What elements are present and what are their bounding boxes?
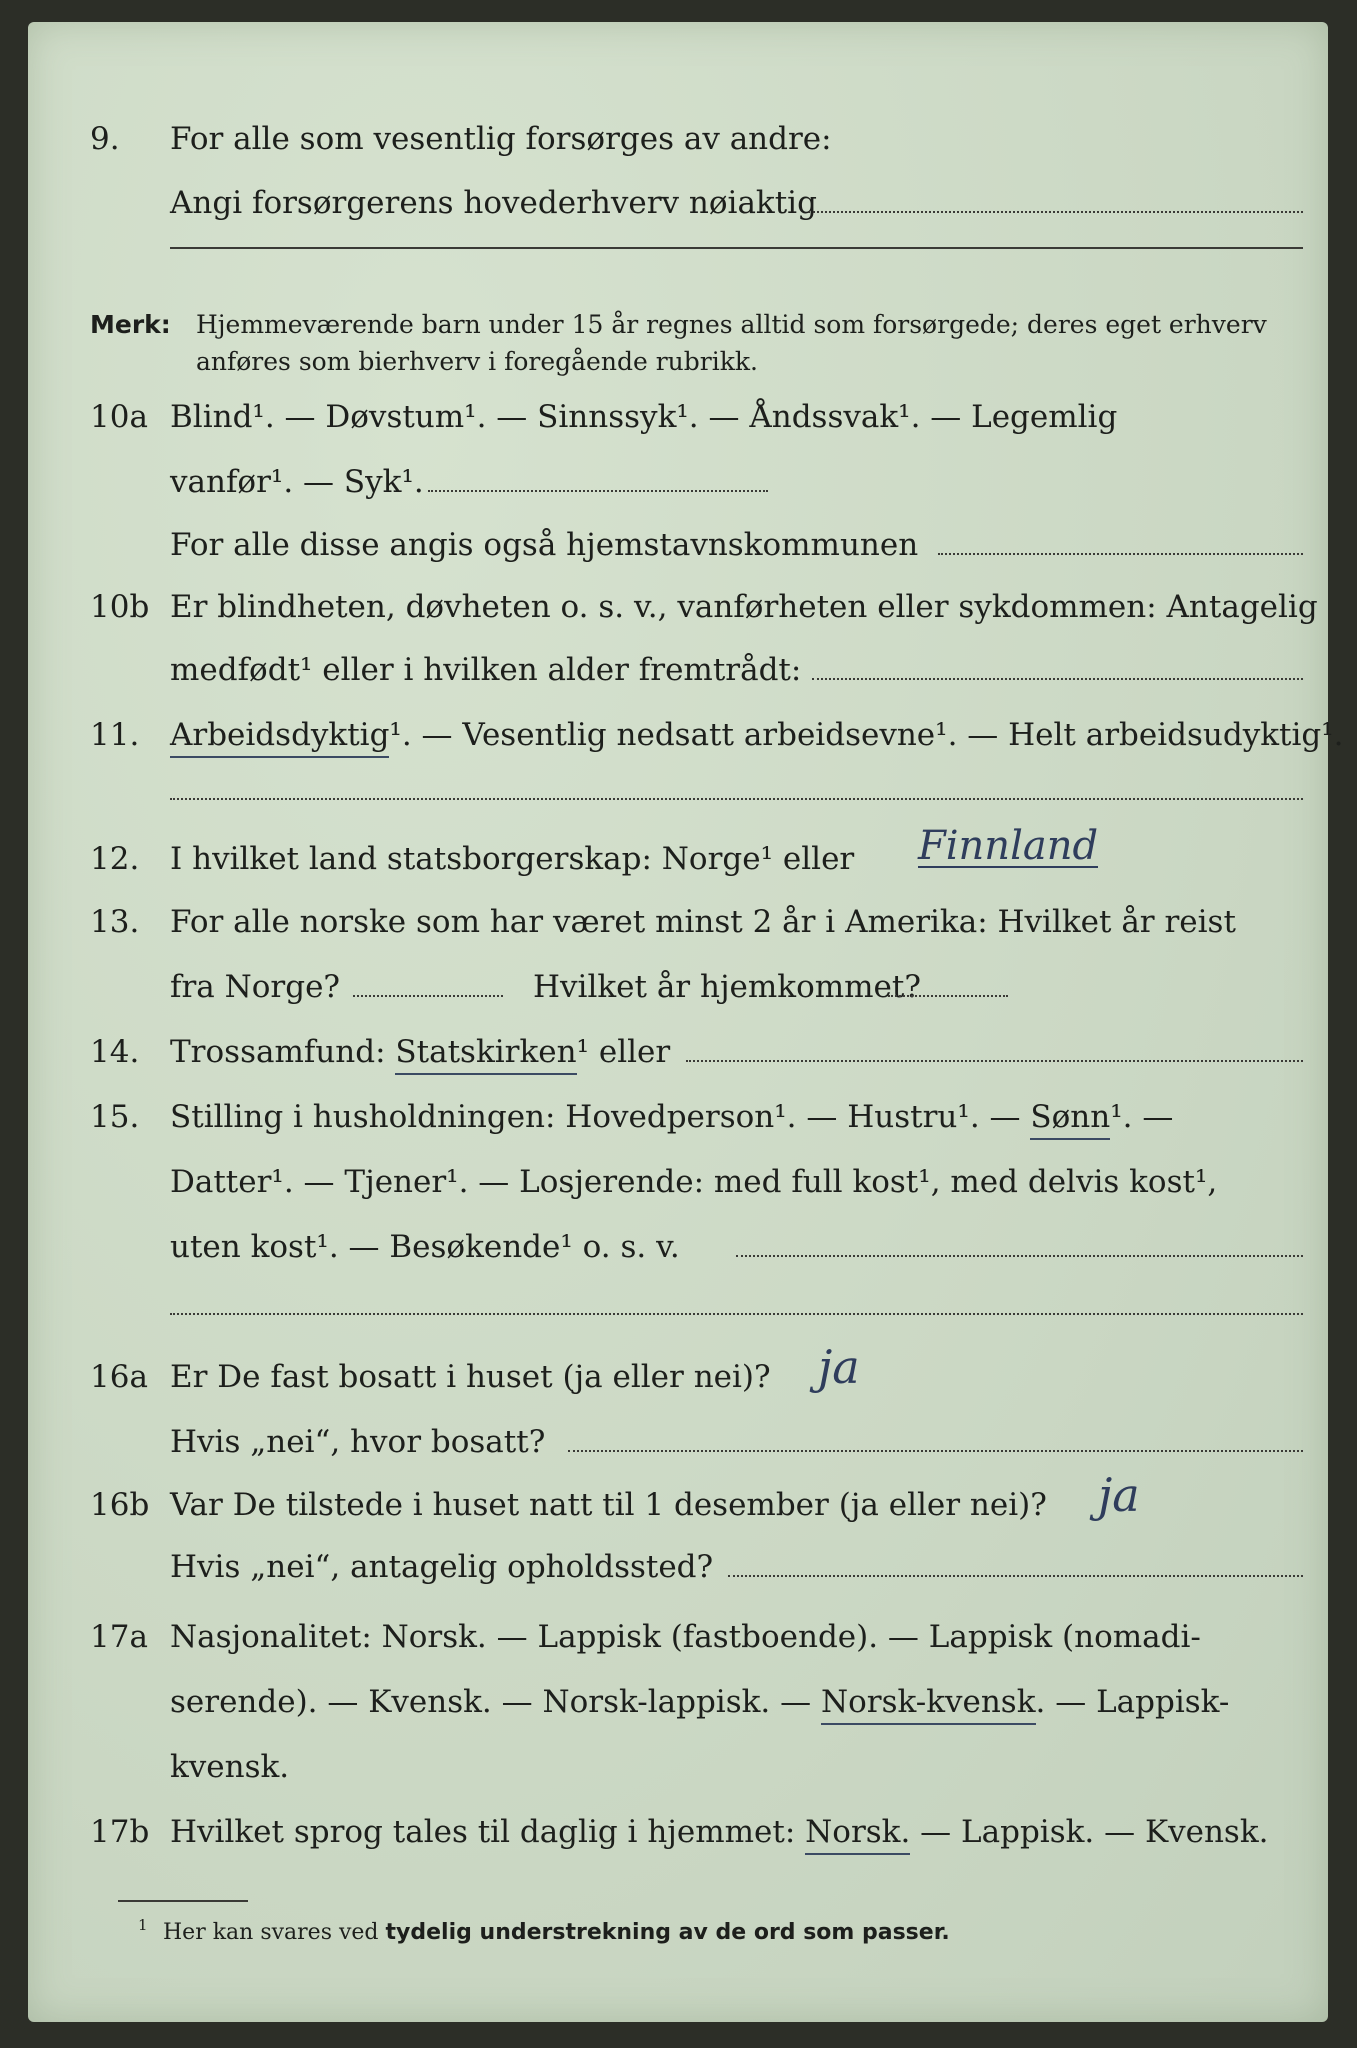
q17a-text-2 [170,1684,1230,1720]
census-form-page [28,22,1344,2022]
footnote-mark: 1 [138,1916,148,1934]
q15-text-2: Datter¹. — Tjener¹. — Losjerende: med full kost¹, med delvis kost¹, [170,1164,1218,1200]
q9-number: 9. [90,121,120,157]
q12-question: I hvilket land statsborgerskap: [170,841,652,877]
q11-text [170,717,1344,753]
q17a-options: serende). — Kvensk. — Norsk-lappisk. — [170,1684,812,1720]
q17a-row-1 [28,1619,1328,1682]
q16b-row-1 [28,1468,1328,1550]
q10b-number: 10b [90,589,150,625]
q11-underlined-option: Arbeidsdyktig [170,717,389,758]
q15-options: Stilling i husholdningen: Hovedperson¹. — Hustru¹. — [170,1099,1021,1135]
q13-row-2 [28,969,1328,1032]
q16b-text-1: Var De tilstede i huset natt til 1 desember (ja eller nei)? [170,1487,1047,1523]
q9-answer-line-2[interactable] [170,237,1303,249]
q13-hjemkommet-line[interactable] [888,994,1008,997]
q10a-row-1 [28,399,1328,462]
q16a-text-1: Er De fast bosatt i huset (ja eller nei)? [170,1359,771,1395]
q10a-text-1: Blind¹. — Døvstum¹. — Sinnssyk¹. — Åndssvak¹. — Legemlig [170,399,1118,435]
q11-number: 11. [90,717,140,753]
q15-row-3 [28,1229,1328,1292]
q15-text-3: uten kost¹. — Besøkende¹ o. s. v. [170,1229,680,1265]
q17a-text-3: kvensk. [170,1749,290,1785]
q10b-text-2: medfødt¹ eller i hvilken alder fremtrådt: [170,652,802,688]
q15-underlined-option: Sønn [1030,1099,1110,1140]
q10a-answer-line[interactable] [428,489,768,492]
q17b-text [170,1814,1269,1850]
q15-row-1 [28,1099,1328,1162]
q9-text-2: Angi forsørgerens hovederhverv nøiaktig [170,185,817,221]
merk-text-2: anføres som bierhverv i foregående rubrikk. [196,347,758,376]
q16a-answer-line[interactable] [568,1449,1303,1452]
q16a-row-1 [28,1340,1328,1422]
q12-number: 12. [90,841,140,877]
q16b-answer-line[interactable] [728,1574,1303,1577]
q13-reist-line[interactable] [353,994,503,997]
q12-row [28,823,1328,904]
q10a-hjemstavn-line[interactable] [938,552,1303,555]
q11-text-rest: ¹. — Vesentlig nedsatt arbeidsevne¹. — Helt arbeidsudyktig¹. [389,717,1344,753]
q10a-row-3 [28,527,1328,590]
q15-dash: ¹. — [1110,1099,1174,1135]
q13-number: 13. [90,904,140,940]
q12-text [170,841,855,877]
q16b-handwritten-answer: ja [1098,1468,1140,1522]
q14-answer-line[interactable] [686,1059,1303,1062]
q16b-row-2 [28,1549,1328,1612]
footnote-text-a: Her kan svares ved [163,1920,379,1945]
q16b-number: 16b [90,1487,150,1523]
q17a-options-rest: . — Lappisk- [1035,1684,1230,1720]
q17a-row-3 [28,1749,1328,1812]
q14-number: 14. [90,1034,140,1070]
q14-row [28,1034,1328,1097]
q9-text-1: For alle som vesentlig forsørges av andre: [170,121,832,157]
q10a-text-3: For alle disse angis også hjemstavnskommunen [170,527,919,563]
q15-answer-line[interactable] [736,1254,1303,1257]
q17b-row [28,1814,1328,1877]
q15-answer-line-2[interactable] [170,1312,1303,1315]
q10a-number: 10a [90,399,148,435]
q12-handwritten-answer: Finnland [918,823,1099,869]
q17a-underlined-option: Norsk-kvensk [821,1684,1036,1725]
q13-text-b: Hvilket år hjemkommet? [533,969,921,1005]
q15-text-1 [170,1099,1174,1135]
merk-label: Merk: [90,310,171,339]
q13-text-1: For alle norske som har været minst 2 år i Amerika: Hvilket år reist [170,904,1236,940]
q11-answer-line[interactable] [170,797,1303,800]
q15-row-2 [28,1164,1328,1227]
q11-row [28,717,1344,780]
q17a-row-2 [28,1684,1328,1747]
merk-text-1: Hjemmeværende barn under 15 år regnes alltid som forsørgede; deres eget erhverv [196,310,1267,339]
footnote-text-bold: tydelig understrekning av de ord som passer. [385,1920,950,1945]
q17b-underlined-option: Norsk. [805,1814,910,1855]
q17b-options-rest: — Lappisk. — Kvensk. [920,1814,1269,1850]
q17a-text-1: Nasjonalitet: Norsk. — Lappisk (fastboende). — Lappisk (nomadi- [170,1619,1201,1655]
q12-option-norge: Norge [661,841,761,877]
q16a-text-2: Hvis „nei“, hvor bosatt? [170,1424,546,1460]
q17b-number: 17b [90,1814,150,1850]
q14-text [170,1034,671,1070]
q14-question: Trossamfund: [170,1034,386,1070]
footnote-text [163,1920,950,1945]
q10b-row-1 [28,589,1328,652]
q10b-answer-line[interactable] [812,677,1303,680]
q10b-text-1: Er blindheten, døvheten o. s. v., vanførheten eller sykdommen: Antagelig [170,589,1318,625]
q13-row-1 [28,904,1328,967]
footnote-rule [118,1900,248,1902]
q14-underlined-option: Statskirken [395,1034,576,1075]
q14-eller: ¹ eller [576,1034,671,1070]
q16a-number: 16a [90,1359,148,1395]
q10b-row-2 [28,652,1328,715]
q15-number: 15. [90,1099,140,1135]
q9-row-1 [28,121,1328,184]
q10a-row-2 [28,464,1328,527]
q13-text-a: fra Norge? [170,969,341,1005]
q17b-question: Hvilket sprog tales til daglig i hjemmet: [170,1814,796,1850]
q9-answer-line[interactable] [808,210,1303,213]
q12-eller: ¹ eller [760,841,855,877]
q9-row-3 [28,237,1328,297]
q16b-text-2: Hvis „nei“, antagelig opholdssted? [170,1549,714,1585]
q17a-number: 17a [90,1619,148,1655]
q10a-text-2: vanfør¹. — Syk¹. [170,464,424,500]
q16a-handwritten-answer: ja [818,1340,860,1394]
